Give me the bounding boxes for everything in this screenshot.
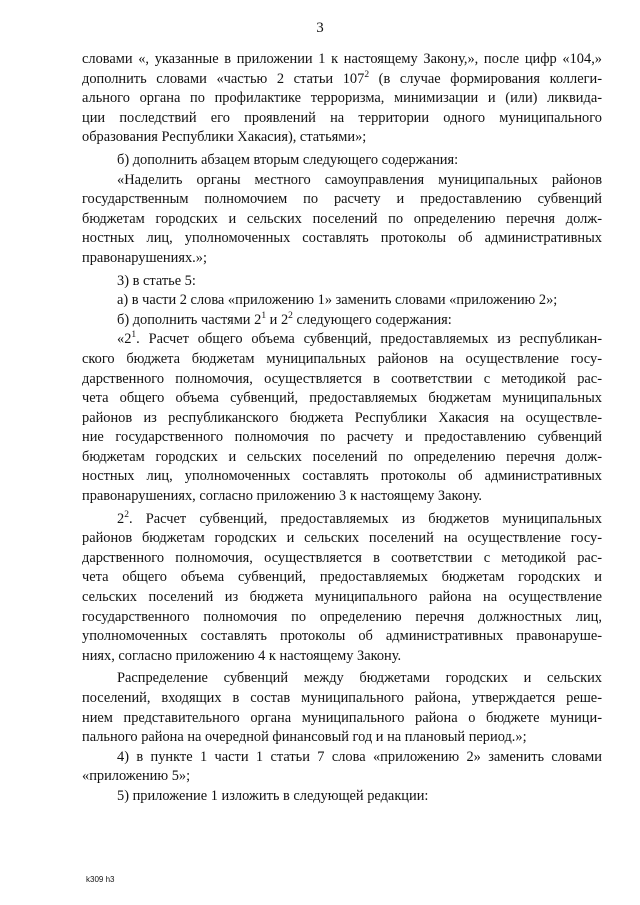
text-line: б) дополнить частями $2^1$ и $2^2$ следующего содержания:: [117, 310, 452, 328]
text-line: пального района на очередной финансовый год и на плановый период.»;: [82, 729, 527, 746]
text-line: поселений, входящих в состав муниципального района, утверждается реше-: [82, 690, 602, 706]
text-line: «приложению 5»;: [82, 768, 191, 785]
text-line: ностных лиц, уполномоченных составлять протоколы об административных: [82, 230, 602, 247]
text-line: государственного полномочия по определению перечня должностных лиц,: [82, 608, 602, 625]
text-line: уполномоченных составлять протоколы об административных правонаруше-: [82, 628, 602, 645]
text-line: «$2^1$. Расчет общего объема субвенций, предоставляемых из республикан-: [117, 330, 602, 348]
text-line: дополнить словами «частью 2 статьи $107^2$ (в случае формирования коллеги-: [82, 69, 602, 87]
text-line: ностных лиц, уполномоченных составлять протоколы об административных: [82, 468, 602, 485]
text-line: а) в части 2 слова «приложению 1» заменить словами «приложению 2»;: [117, 292, 558, 309]
text-line: чета общего объема субвенций, предоставляемых бюджетам муниципальных: [82, 390, 602, 407]
footer-code: k309 h3: [86, 875, 115, 884]
text-line: ции последствий его проявлений на территории одного муниципального: [82, 109, 602, 126]
text-line: Распределение субвенций между бюджетами городских и сельских: [117, 670, 602, 687]
text-line: районов бюджетам городских и сельских поселений на осуществление госу-: [82, 530, 602, 547]
text-line: 4) в пункте 1 части 1 статьи 7 слова «приложению 2» заменить словами: [117, 748, 602, 765]
text-line: словами «, указанные в приложении 1 к настоящему Закону,», после цифр «104,»: [82, 51, 602, 67]
text-line: нием представительного органа муниципального района о бюджете муници-: [82, 709, 602, 726]
superscript: 1: [261, 310, 267, 321]
text-line: 5) приложение 1 изложить в следующей редакции:: [117, 787, 429, 804]
text-line: районов из республиканского бюджета Республики Хакасия на осуществле-: [82, 409, 602, 426]
text-line: правонарушениях.»;: [82, 249, 207, 266]
text-line: ние государственного полномочия по расчету и предоставлению субвенций: [82, 429, 602, 446]
superscript: 2: [364, 69, 370, 80]
text-line: правонарушениях, согласно приложению 3 к настоящему Закону.: [82, 488, 483, 505]
text-line: государственным полномочием по расчету и предоставлению субвенций: [82, 191, 602, 208]
text-line: б) дополнить абзацем вторым следующего содержания:: [117, 151, 459, 168]
text-line: «Наделить органы местного самоуправления муниципальных районов: [117, 171, 602, 188]
text-line: ского бюджета бюджетам муниципальных районов на осуществление госу-: [82, 350, 602, 367]
superscript: 2: [288, 310, 293, 321]
text-line: бюджетам городских и сельских поселений по определению перечня долж-: [82, 210, 602, 227]
text-line: сельских поселений из бюджета муниципального района на осуществление: [82, 589, 602, 606]
text-line: бюджетам городских и сельских поселений по определению перечня долж-: [82, 448, 602, 465]
text-line: дарственного полномочия, осуществляется в соответствии с методикой рас-: [82, 370, 602, 387]
text-line: ниях, согласно приложению 4 к настоящему Закону.: [82, 647, 402, 664]
superscript: 2: [124, 509, 129, 520]
page-number: 3: [316, 20, 324, 36]
text-line: образования Республики Хакасия), статьями»;: [82, 129, 367, 146]
document-body: [82, 50, 602, 807]
text-line: ального органа по профилактике терроризма, минимизации и (или) ликвида-: [82, 90, 602, 107]
text-line: 3) в статье 5:: [117, 272, 196, 289]
text-line: $2^2$. Расчет субвенций, предоставляемых из бюджетов муниципальных: [117, 509, 602, 527]
superscript: 1: [131, 330, 137, 341]
text-line: чета общего объема субвенций, предоставляемых бюджетам городских и: [82, 569, 602, 586]
text-line: дарственного полномочия, осуществляется в соответствии с методикой рас-: [82, 549, 602, 566]
